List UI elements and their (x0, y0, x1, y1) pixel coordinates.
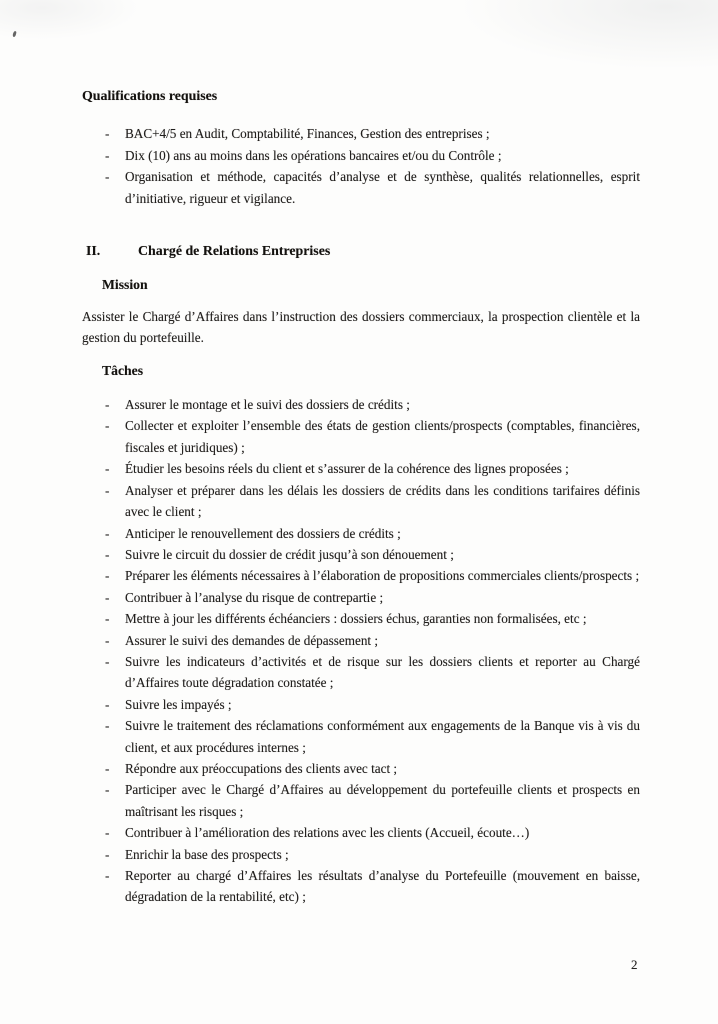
task-item-text: Suivre le traitement des réclamations conformément aux engagements de la Banque vis à vis du client, et aux procédures internes ; (125, 718, 640, 755)
qualification-item-text: BAC+4/5 en Audit, Comptabilité, Finances, Gestion des entreprises ; (125, 126, 490, 142)
qualification-item (82, 166, 640, 209)
task-item-text: Préparer les éléments nécessaires à l’élaboration de propositions commerciales clients/prospects ; (125, 568, 640, 584)
task-item (82, 415, 640, 458)
scan-smudge-top-right (458, 0, 718, 70)
dash-bullet: - (105, 653, 110, 669)
dash-bullet: - (105, 397, 110, 413)
task-item (82, 651, 640, 694)
task-item-text: Contribuer à l’amélioration des relations avec les clients (Accueil, écoute…) (125, 825, 530, 841)
dash-bullet: - (105, 760, 110, 776)
section-heading (86, 241, 640, 262)
task-item-text: Suivre le circuit du dossier de crédit jusqu’à son dénouement ; (125, 546, 454, 562)
task-item-text: Enrichir la base des prospects ; (125, 846, 289, 862)
tasks-list (82, 394, 640, 908)
task-item-text: Reporter au chargé d’Affaires les résultats d’analyse du Portefeuille (mouvement en baisse, dégradation de la rentabilité, etc) ; (125, 868, 640, 905)
task-item (82, 587, 640, 608)
task-item-text: Mettre à jour les différents échéanciers : dossiers échus, garanties non formalisées, etc ; (125, 611, 587, 627)
dash-bullet: - (105, 147, 110, 163)
page-number: 2 (631, 957, 638, 972)
dash-bullet: - (105, 632, 110, 648)
task-item-text: Suivre les impayés ; (125, 696, 232, 712)
dash-bullet: - (105, 482, 110, 498)
task-item-text: Analyser et préparer dans les délais les dossiers de crédits dans les conditions tarifaires définis avec le client ; (125, 482, 640, 520)
task-item-text: Assurer le suivi des demandes de dépassement ; (125, 632, 379, 648)
dash-bullet: - (105, 718, 110, 734)
dash-bullet: - (105, 568, 110, 584)
dash-bullet: - (105, 525, 110, 541)
task-item (82, 779, 640, 822)
task-item (82, 523, 640, 544)
task-item-text: Suivre les indicateurs d’activités et de risque sur les dossiers clients et reporter au Chargé d’Affaires toute dégradation constatée ; (125, 653, 640, 691)
dash-bullet: - (105, 418, 110, 434)
dash-bullet: - (105, 846, 110, 862)
tasks-heading: Tâches (102, 362, 144, 378)
task-item (82, 565, 640, 586)
task-item (82, 865, 640, 908)
section-title: Chargé de Relations Entreprises (138, 244, 331, 260)
task-item-text: Étudier les besoins réels du client et s’assurer de la cohérence des lignes proposées ; (125, 461, 569, 477)
section-number: II. (86, 244, 101, 260)
dash-bullet: - (105, 589, 110, 605)
qualification-item (82, 123, 640, 144)
dash-bullet: - (105, 825, 110, 841)
dash-bullet: - (105, 696, 110, 712)
task-item (82, 544, 640, 565)
dash-bullet: - (105, 868, 110, 883)
task-item (82, 758, 640, 779)
dash-bullet: - (105, 169, 110, 185)
mission-heading: Mission (102, 277, 148, 293)
scan-smudge-top-left (0, 0, 140, 40)
task-item (82, 458, 640, 479)
dash-bullet: - (105, 546, 110, 562)
dash-bullet: - (105, 782, 110, 798)
qualification-item-text: Dix (10) ans au moins dans les opérations bancaires et/ou du Contrôle ; (125, 147, 502, 163)
task-item-text: Anticiper le renouvellement des dossiers de crédits ; (125, 525, 401, 541)
task-item-text: Assurer le montage et le suivi des dossiers de crédits ; (125, 397, 410, 413)
qualification-item (82, 145, 640, 166)
task-item-text: Collecter et exploiter l’ensemble des états de gestion clients/prospects (comptables, financières, fiscales et juridiques) ; (125, 418, 640, 455)
dash-bullet: - (105, 611, 110, 627)
task-item-text: Répondre aux préoccupations des clients avec tact ; (125, 760, 398, 776)
page-content (82, 86, 640, 908)
task-item (82, 630, 640, 651)
task-item (82, 480, 640, 523)
task-item (82, 694, 640, 715)
qualifications-list (82, 123, 640, 209)
dash-bullet: - (105, 126, 110, 142)
qualification-item-text: Organisation et méthode, capacités d’analyse et de synthèse, qualités relationnelles, esprit d’initiative, rigueur et vigilance. (125, 169, 640, 206)
task-item-text: Contribuer à l’analyse du risque de contrepartie ; (125, 589, 384, 605)
task-item (82, 608, 640, 629)
task-item (82, 822, 640, 843)
mission-text: Assister le Chargé d’Affaires dans l’instruction des dossiers commerciaux, la prospection clientèle et la gestion du portefeuille. (82, 308, 640, 346)
task-item (82, 844, 640, 865)
task-item-text: Participer avec le Chargé d’Affaires au développement du portefeuille clients et prospects en maîtrisant les risques ; (125, 782, 640, 819)
qualifications-heading: Qualifications requises (82, 89, 218, 104)
scan-artifact (12, 31, 16, 38)
task-item (82, 394, 640, 415)
dash-bullet: - (105, 461, 110, 477)
task-item (82, 715, 640, 758)
